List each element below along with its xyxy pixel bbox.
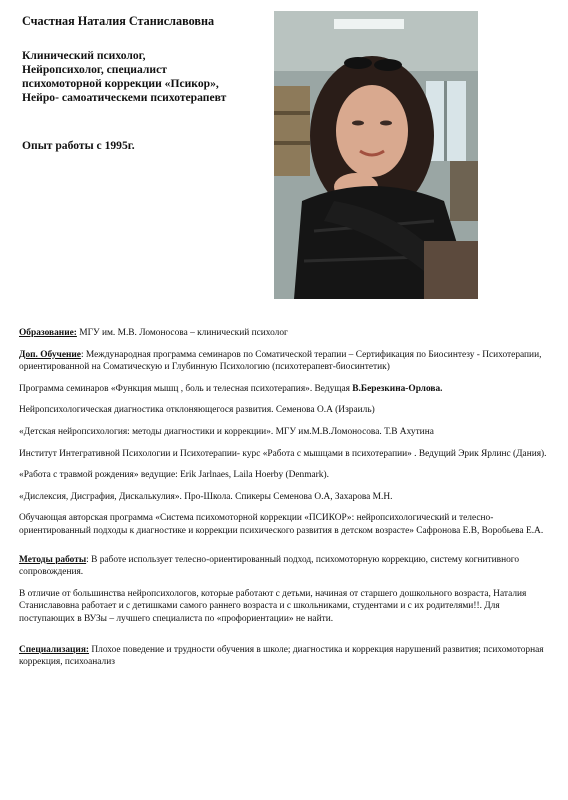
course-text: Нейропсихологическая диагностика отклоняющегося развития. Семенова О.А (Израиль) — [19, 405, 375, 416]
title-line: Нейро- самоатическеми психотерапевт — [22, 91, 227, 104]
course-item — [19, 383, 551, 396]
education-section — [19, 327, 551, 340]
professional-titles — [22, 49, 272, 105]
course-item — [19, 404, 551, 417]
course-item — [19, 491, 551, 504]
methods-section — [19, 554, 551, 579]
course-text: Программа семинаров «Функция мышц , боль и телесная психотерапия». Ведущая — [19, 383, 353, 394]
additional-education-section — [19, 349, 551, 374]
person-name: Счастная Наталия Станиславовна — [22, 14, 215, 28]
person-photo — [274, 11, 478, 299]
title-line: Нейропсихолог, специалист — [22, 63, 167, 76]
education-value: МГУ им. М.В. Ломоносова – клинический психолог — [76, 328, 288, 338]
methods-value: : В работе использует телесно-ориентированный подход, психомоторную коррекцию, систему когнитивного сопровождения. — [19, 554, 520, 578]
title-line: Клинический психолог, — [22, 49, 146, 62]
methods-label: Методы работы — [19, 554, 87, 565]
specialization-value: Плохое поведение и трудности обучения в школе; диагностика и коррекция нарушений развития; психомоторная коррекция, психоанализ — [19, 644, 544, 668]
specialization-section — [19, 644, 551, 669]
education-label: Образование: — [19, 328, 77, 338]
additional-education-label: Доп. Обучение — [19, 349, 81, 360]
course-text: Обучающая авторская программа «Система психомоторной коррекции «ПСИКОР»: нейропсихологический и телесно-ориентированный подходы к диагностике и коррекции психического развития в детском возрасте» Сафронова Е.В, Воробьева Е.А. — [19, 513, 544, 536]
experience-since: Опыт работы с 1995г. — [22, 139, 135, 152]
course-text: Институт Интегративной Психологии и Психотерапии- курс «Работа с мышцами в психотерапии» . Ведущий Эрик Ярлинс (Дания). — [19, 448, 547, 459]
title-line: психомоторной коррекции «Псикор», — [22, 77, 219, 90]
profile-details — [19, 327, 551, 678]
course-item — [19, 426, 551, 439]
specialization-label: Специализация: — [19, 644, 90, 655]
course-item — [19, 469, 551, 482]
additional-education-value: : Международная программа семинаров по Соматической терапии – Сертификация по Биосинтезу - Психотерапии, ориентированной на Соматическую и Глубинную Психологию (психотерапевт-биосинтетик) — [19, 349, 542, 373]
course-item — [19, 512, 551, 537]
methods-extra: В отличие от большинства нейропсихологов, которые работают с детьми, начиная от старшего дошкольного возраста, Наталия Станиславовна работает и с детишками самого раннего возраста и с школьниками, студентами и с их родителями!!. Для поступающих в ВУЗы – лучшего специалиста по «профориентации» не найти. — [19, 588, 527, 624]
course-lecturer: В.Березкина-Орлова. — [352, 383, 443, 394]
profile-header — [22, 14, 272, 152]
course-text: «Дислексия, Дисграфия, Дискалькулия». Про-Школа. Спикеры Семенова О.А, Захарова М.Н. — [19, 491, 393, 502]
course-item — [19, 448, 551, 461]
course-text: «Детская нейропсихология: методы диагностики и коррекции». МГУ им.М.В.Ломоносова. Т.В Ахутина — [19, 426, 434, 437]
course-text: «Работа с травмой рождения» ведущие: Erik Jarlnaes, Laila Hoerby (Denmark). — [19, 470, 329, 481]
